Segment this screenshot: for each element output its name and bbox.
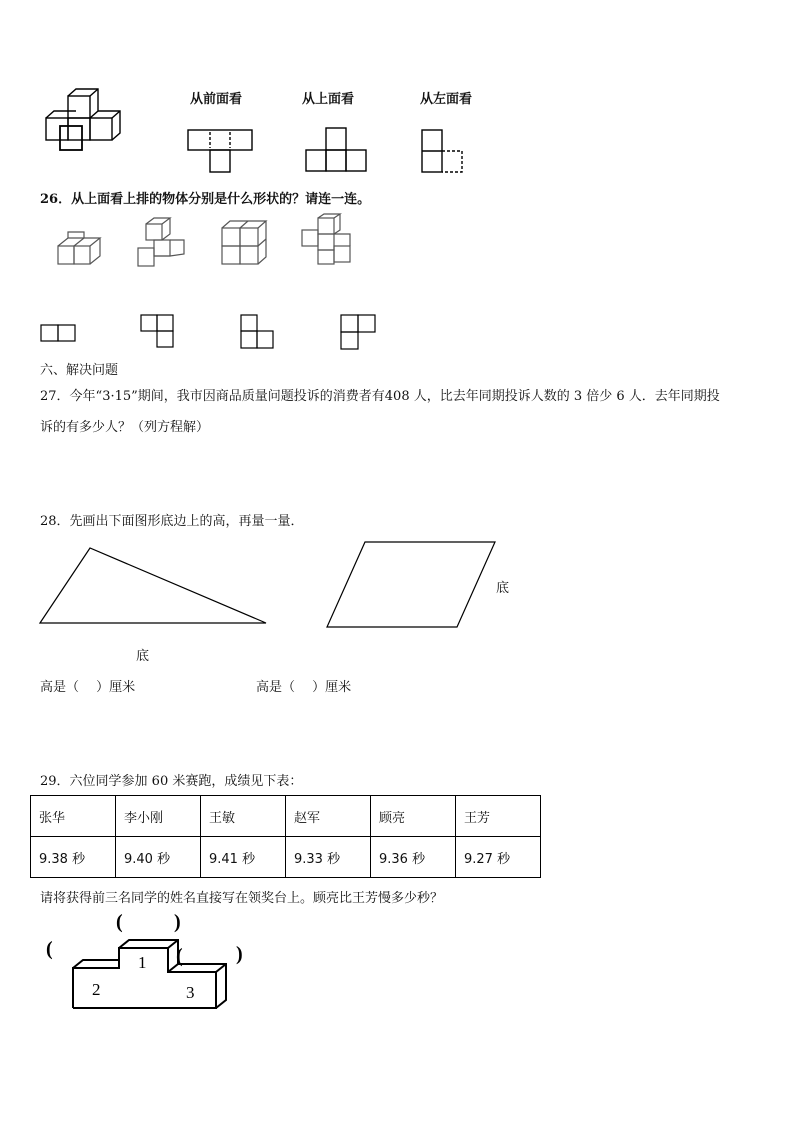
name-cell: 顾亮 (371, 796, 456, 837)
podium-figure (40, 910, 260, 1015)
q29-instruction: 请将获得前三名同学的姓名直接写在领奖台上。顾亮比王芳慢多少秒？ (40, 891, 444, 906)
front-view-figure (186, 128, 256, 174)
name-cell: 王芳 (456, 796, 541, 837)
parallelogram-figure (325, 540, 497, 630)
block-figure-3d (40, 86, 130, 156)
name-cell: 李小刚 (116, 796, 201, 837)
q26-text: 26．从上面看上排的物体分别是什么形状的？请连一连。 (40, 192, 371, 207)
object-4 (300, 212, 356, 268)
view-shape-d (340, 314, 380, 354)
time-cell: 9.38 秒 (31, 837, 116, 878)
name-cell: 王敏 (201, 796, 286, 837)
triangle-height-answer: 高是（ ）厘米 (40, 680, 136, 695)
name-cell: 赵军 (286, 796, 371, 837)
object-1 (56, 228, 106, 268)
q29-text: 29．六位同学参加 60 米赛跑，成绩见下表： (40, 774, 303, 789)
time-cell: 9.27 秒 (456, 837, 541, 878)
q27-line1: 27．今年“3·15”期间，我市因商品质量问题投诉的消费者有408 人，比去年同期投诉人数的 3 倍少 6 人．去年同期投 (40, 389, 720, 404)
answer-paren-first-close: ) (174, 911, 181, 933)
race-results-table (30, 795, 541, 878)
object-2 (136, 216, 188, 270)
parallelogram-height-answer: 高是（ ）厘米 (256, 680, 352, 695)
table-row (31, 796, 541, 837)
name-cell: 张华 (31, 796, 116, 837)
time-cell: 9.33 秒 (286, 837, 371, 878)
parallelogram-base-label: 底 (496, 581, 510, 596)
left-view-figure (420, 128, 470, 174)
podium-third: 3 (186, 983, 195, 1002)
time-cell: 9.40 秒 (116, 837, 201, 878)
view-shape-a (40, 324, 80, 344)
left-view-label: 从左面看 (420, 92, 473, 107)
top-view-figure (304, 126, 370, 174)
time-cell: 9.36 秒 (371, 837, 456, 878)
view-shape-c (240, 314, 280, 354)
answer-paren-third-close: ) (236, 943, 243, 965)
answer-paren-second-open: ( (46, 938, 53, 960)
section-6-title: 六、解决问题 (40, 363, 119, 378)
triangle-base-label: 底 (136, 649, 150, 664)
front-view-label: 从前面看 (190, 92, 243, 107)
answer-paren-third-open: ( (176, 945, 183, 967)
podium-first: 1 (138, 953, 147, 972)
object-3 (220, 218, 270, 268)
answer-paren-first-open: ( (116, 911, 123, 933)
q28-text: 28．先画出下面图形底边上的高，再量一量． (40, 514, 304, 529)
podium-second: 2 (92, 980, 101, 999)
table-row (31, 837, 541, 878)
q27-line2: 诉的有多少人？（列方程解） (40, 420, 210, 435)
top-view-label: 从上面看 (302, 92, 355, 107)
triangle-figure (38, 546, 270, 626)
view-shape-b (140, 314, 180, 354)
time-cell: 9.41 秒 (201, 837, 286, 878)
